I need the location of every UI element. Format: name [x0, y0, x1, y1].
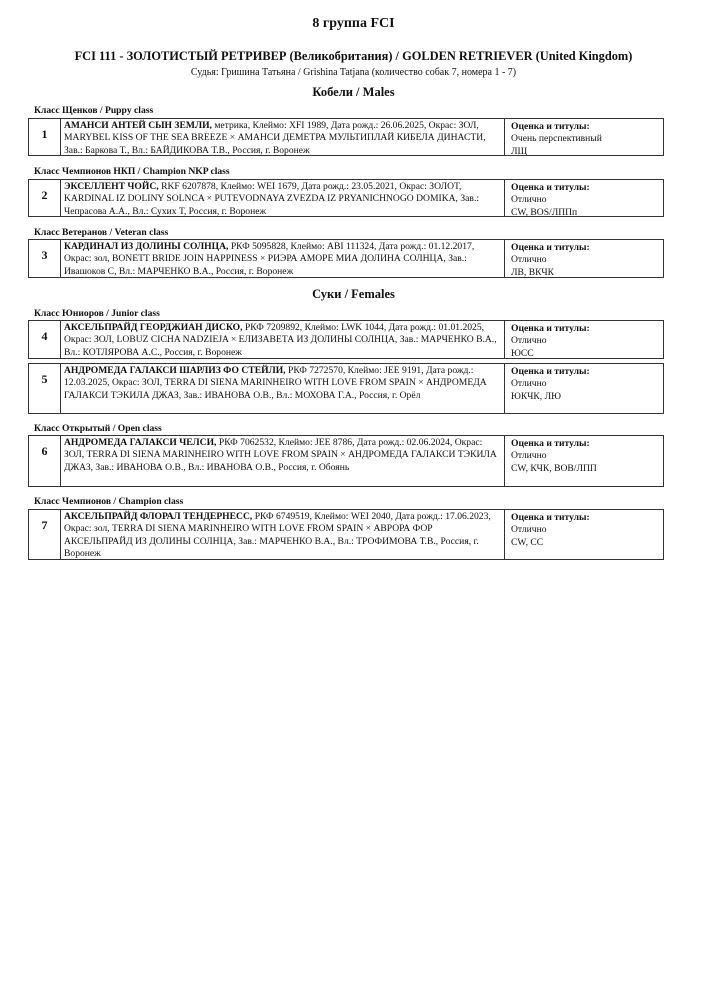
dog-details: РКФ 7272570, Клеймо: JEE 9191, Дата рожд.: 12.03.2025, Окрас: ЗОЛ, TERRA DI SIENA MARINHEIRO WITH LOVE FROM SPAIN × АНДРОМЕДА ГАЛАКСИ ТЭКИЛА ДЖАЗ, Зав.: ИВАНОВА О.В., Вл.: МОХОВА Г.А., Россия, г. Орёл — [64, 365, 487, 401]
dog-details: метрика, Клеймо: XFI 1989, Дата рожд.: 26.06.2025, Окрас: ЗОЛ, MARYBEL KISS OF THE SEA BREEZE × АМАНСИ ДЕМЕТРА МУЛЬТИПЛАЙ КИБЕЛА ДИНАСТИ, Зав.: Баркова Т., Вл.: БАЙДИКОВА Т.В., Россия, г. Воронеж — [64, 120, 486, 155]
entry-description — [61, 436, 505, 486]
grade: Отлично — [511, 254, 547, 266]
entry-result — [505, 510, 663, 559]
titles: CW, BOS/ЛППп — [511, 206, 578, 216]
result-label: Оценка и титулы: — [511, 121, 590, 132]
result-label: Оценка и титулы: — [511, 512, 590, 523]
females-heading: Суки / Females — [312, 287, 395, 301]
dog-details: RKF 6207878, Клеймо: WEI 1679, Дата рожд.: 23.05.2021, Окрас: ЗОЛОТ, KARDINAL IZ DOLINY SOLNCA × PUTEVODNAYA ZVEZDA IZ PRYANICHNOGO DOMIKA, Зав.: Чепрасова А.А., Вл.: Сухих Т, Россия, г. Воронеж — [64, 181, 480, 216]
grade: Очень перспективный — [511, 133, 602, 145]
titles: ЛВ, ВКЧК — [511, 266, 555, 277]
entry-description — [61, 364, 505, 413]
males-heading: Кобели / Males — [312, 85, 395, 99]
entry-row — [28, 435, 664, 487]
titles: ЛЩ — [511, 145, 528, 155]
result-label: Оценка и титулы: — [511, 438, 590, 449]
entry-number: 5 — [29, 364, 61, 413]
class-title-veteran: Класс Ветеранов / Veteran class — [34, 227, 169, 238]
result-label: Оценка и титулы: — [511, 182, 590, 193]
titles: ЮСС — [511, 347, 534, 358]
result-label: Оценка и титулы: — [511, 323, 590, 334]
entry-number: 1 — [29, 119, 61, 155]
entry-result — [505, 364, 663, 413]
result-label: Оценка и титулы: — [511, 366, 590, 377]
entry-result — [505, 240, 663, 277]
dog-details: РКФ 7209892, Клеймо: LWK 1044, Дата рожд.: 01.01.2025, Окрас: ЗОЛ, LOBUZ CICHA NADZIEJA × ЕЛИЗАВЕТА ИЗ ДОЛИНЫ СОЛНЦА, Зав.: МАРЧЕНКО В.А., Вл.: КОТЛЯРОВА А.С., Россия, г. Воронеж — [64, 322, 497, 358]
dog-name: АКСЕЛЬПРАЙД ФЛОРАЛ ТЕНДЕРНЕСС, — [64, 511, 253, 522]
dog-name: АКСЕЛЬПРАЙД ГЕОРДЖИАН ДИСКО, — [64, 322, 243, 333]
entry-description — [61, 510, 505, 559]
entry-row — [28, 320, 664, 359]
breed-title: FCI 111 - ЗОЛОТИСТЫЙ РЕТРИВЕР (Великобритания) / GOLDEN RETRIEVER (United Kingdom) — [74, 49, 633, 63]
dog-name: АНДРОМЕДА ГАЛАКСИ ШАРЛИЗ ФО СТЕЙЛИ, — [64, 365, 286, 376]
grade: Отлично — [511, 335, 547, 347]
titles: ЮКЧК, ЛЮ — [511, 390, 561, 402]
titles: CW, CC — [511, 536, 544, 548]
dog-details: РКФ 7062532, Клеймо: JEE 8786, Дата рожд.: 02.06.2024, Окрас: ЗОЛ, TERRA DI SIENA MARINHEIRO WITH LOVE FROM SPAIN × АНДРОМЕДА ГАЛАКСИ ТЭКИЛА ДЖАЗ, Зав.: ИВАНОВА О.В., Вл.: ИВАНОВА О.В., Россия, г. Обоянь — [64, 437, 497, 473]
grade: Отлично — [511, 378, 547, 390]
entry-number: 3 — [29, 240, 61, 277]
entry-description — [61, 240, 505, 277]
entry-description — [61, 180, 505, 216]
entry-number: 2 — [29, 180, 61, 216]
entry-row — [28, 239, 664, 278]
class-title-junior: Класс Юниоров / Junior class — [34, 308, 160, 319]
result-label: Оценка и титулы: — [511, 242, 590, 253]
entry-description — [61, 321, 505, 358]
entry-row — [28, 118, 664, 156]
grade: Отлично — [511, 450, 547, 462]
entry-description — [61, 119, 505, 155]
class-title-champion-nkp: Класс Чемпионов НКП / Champion NKP class — [34, 166, 230, 177]
judge-line: Судья: Гришина Татьяна / Grishina Tatjana (количество собак 7, номера 1 - 7) — [190, 67, 517, 78]
class-title-champion: Класс Чемпионов / Champion class — [34, 496, 184, 507]
dog-name: АНДРОМЕДА ГАЛАКСИ ЧЕЛСИ, — [64, 437, 217, 448]
entry-row — [28, 179, 664, 217]
class-title-open: Класс Открытый / Open class — [34, 423, 162, 434]
dog-details: РКФ 6749519, Клеймо: WEI 2040, Дата рожд.: 17.06.2023, Окрас: зол, TERRA DI SIENA MARINHEIRO WITH LOVE FROM SPAIN × АВРОРА ФОР АКСЕЛЬПРАЙД ИЗ ДОЛИНЫ СОЛНЦА, Зав.: МАРЧЕНКО В.А., Вл.: ТРОФИМОВА Т.В., Россия, г. Воронеж — [64, 511, 491, 559]
entry-row — [28, 363, 664, 414]
dog-name: АМАНСИ АНТЕЙ СЫН ЗЕМЛИ, — [64, 120, 212, 131]
entry-result — [505, 119, 663, 155]
dog-details: РКФ 5095828, Клеймо: ABI 111324, Дата рожд.: 01.12.2017, Окрас: зол, BONETT BRIDE JOIN HAPPINESS × РИЭРА АМОРЕ МИА ДОЛИНА СОЛНЦА, Зав.: Ивашоков С, Вл.: МАРЧЕНКО В.А., Россия, г. Воронеж — [64, 241, 475, 277]
class-title-puppy: Класс Щенков / Puppy class — [34, 105, 154, 116]
dog-name: ЭКСЕЛЛЕНТ ЧОЙС, — [64, 181, 159, 192]
entry-number: 6 — [29, 436, 61, 486]
group-title: 8 группа FCI — [312, 16, 395, 31]
entry-number: 7 — [29, 510, 61, 559]
entry-result — [505, 180, 663, 216]
entry-result — [505, 321, 663, 358]
grade: Отлично — [511, 524, 547, 536]
titles: CW, КЧК, BOB/ЛПП — [511, 462, 597, 474]
entry-result — [505, 436, 663, 486]
grade: Отлично — [511, 194, 547, 206]
dog-name: КАРДИНАЛ ИЗ ДОЛИНЫ СОЛНЦА, — [64, 241, 229, 252]
entry-row — [28, 509, 664, 560]
entry-number: 4 — [29, 321, 61, 358]
